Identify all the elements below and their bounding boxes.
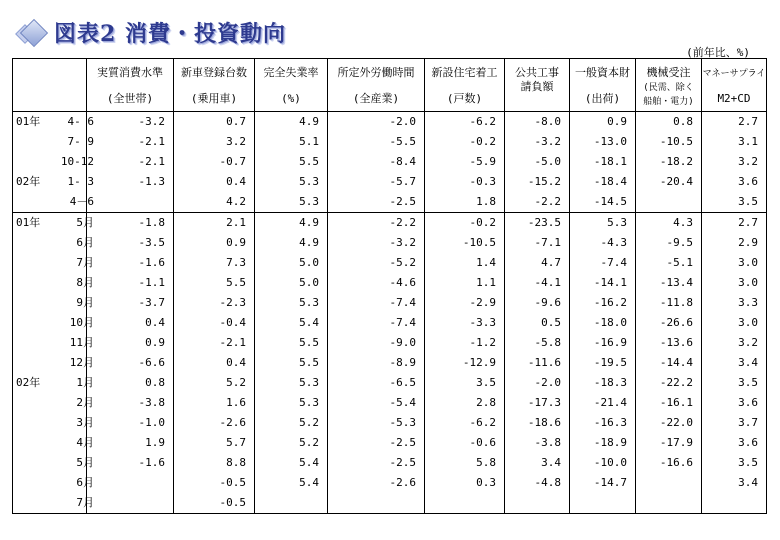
row-label [13, 293, 94, 313]
table-cell: -14.4 [636, 353, 702, 373]
table-cell [636, 473, 702, 493]
table-cell: 2.8 [425, 393, 505, 413]
table-cell: -5.7 [328, 172, 425, 192]
table-cell: -12.9 [425, 353, 505, 373]
table-cell: -2.2 [328, 213, 425, 234]
row-period: 6月 [76, 236, 94, 249]
row-period: 7月 [76, 256, 94, 269]
table-cell: -18.3 [570, 373, 636, 393]
header-column: 実質消費水準 (全世帯) [87, 59, 174, 112]
header-row [13, 59, 767, 112]
table-cell: -5.9 [425, 152, 505, 172]
table-cell: 5.7 [174, 433, 255, 453]
table-cell: -5.4 [328, 393, 425, 413]
row-period: 4－6 [69, 195, 94, 208]
table-cell: -9.5 [636, 233, 702, 253]
table-cell: -2.6 [174, 413, 255, 433]
row-period: 7月 [76, 496, 94, 509]
table-row [13, 132, 767, 152]
table-cell: 3.1 [702, 132, 767, 152]
header-column: 機械受注 (民需、除く 船舶・電力) [636, 59, 702, 112]
table-cell: -16.1 [636, 393, 702, 413]
table-cell: -14.1 [570, 273, 636, 293]
table-cell: -3.2 [87, 112, 174, 133]
table-cell: 3.4 [505, 453, 570, 473]
table-cell: 2.1 [174, 213, 255, 234]
row-period: 4月 [76, 436, 94, 449]
row-label [13, 473, 94, 493]
table-cell: 5.1 [255, 132, 328, 152]
table-cell: -11.6 [505, 353, 570, 373]
table-cell: 3.0 [702, 313, 767, 333]
table-cell: -0.7 [174, 152, 255, 172]
table-cell: 0.4 [174, 353, 255, 373]
table-cell: -6.6 [87, 353, 174, 373]
table-cell [87, 192, 174, 213]
row-label [13, 313, 94, 333]
table-cell: 5.2 [255, 433, 328, 453]
table-cell: -4.1 [505, 273, 570, 293]
unit-note: (前年比、%) [686, 46, 750, 59]
table-cell: -3.5 [87, 233, 174, 253]
table-cell: -0.2 [425, 132, 505, 152]
table-cell: -2.3 [174, 293, 255, 313]
table-row [13, 293, 767, 313]
table-cell: 5.4 [255, 453, 328, 473]
table-cell: -23.5 [505, 213, 570, 234]
row-period: 6月 [76, 476, 94, 489]
table-cell: -16.3 [570, 413, 636, 433]
table-cell: -0.6 [425, 433, 505, 453]
table-cell: 1.9 [87, 433, 174, 453]
row-year: 02年 [16, 175, 41, 188]
table-cell: -18.6 [505, 413, 570, 433]
table-cell: 3.6 [702, 393, 767, 413]
row-label [13, 453, 94, 473]
table-cell: 3.5 [702, 453, 767, 473]
table-cell: -5.1 [636, 253, 702, 273]
table-cell [570, 493, 636, 514]
table-cell: -10.0 [570, 453, 636, 473]
row-period: 12月 [69, 356, 94, 369]
table-cell: -7.4 [328, 293, 425, 313]
table-cell: -18.2 [636, 152, 702, 172]
table-cell: 0.7 [174, 112, 255, 133]
table-row [13, 433, 767, 453]
table-cell: 3.7 [702, 413, 767, 433]
table-cell: -3.7 [87, 293, 174, 313]
row-period: 5月 [76, 216, 94, 229]
row-year: 01年 [16, 115, 41, 128]
table-cell: -8.9 [328, 353, 425, 373]
table-cell: 3.5 [425, 373, 505, 393]
table-cell: 3.5 [702, 373, 767, 393]
table-cell: -10.5 [425, 233, 505, 253]
table-row [13, 112, 767, 133]
row-label [13, 333, 94, 353]
table-cell: -16.2 [570, 293, 636, 313]
table-cell: 1.1 [425, 273, 505, 293]
row-period: 1- 3 [67, 175, 94, 188]
table-cell: -1.3 [87, 172, 174, 192]
table-cell: 3.5 [702, 192, 767, 213]
row-label [13, 132, 94, 152]
header-column: マネーサプライ M2+CD [702, 59, 767, 112]
table-cell: -14.7 [570, 473, 636, 493]
table-cell: 3.0 [702, 253, 767, 273]
table-cell: 5.3 [255, 373, 328, 393]
table-cell: -5.0 [505, 152, 570, 172]
table-cell: 0.3 [425, 473, 505, 493]
table-cell: -21.4 [570, 393, 636, 413]
table-cell: 3.6 [702, 433, 767, 453]
table-row [13, 253, 767, 273]
row-year: 02年 [16, 376, 41, 389]
table-cell [505, 493, 570, 514]
table-cell: 0.8 [636, 112, 702, 133]
table-cell: 4.3 [636, 213, 702, 234]
table-cell: 5.8 [425, 453, 505, 473]
table-cell: -5.5 [328, 132, 425, 152]
table-cell: -0.5 [174, 473, 255, 493]
table-cell: 4.9 [255, 112, 328, 133]
table-row [13, 493, 767, 514]
table-cell: 4.9 [255, 213, 328, 234]
header-column: 所定外労働時間 (全産業) [328, 59, 425, 112]
table-row [13, 353, 767, 373]
table-cell: 1.4 [425, 253, 505, 273]
table-cell: 5.3 [255, 293, 328, 313]
table-cell: -3.3 [425, 313, 505, 333]
row-label [13, 253, 94, 273]
table-cell: 5.2 [255, 413, 328, 433]
table-cell: -2.5 [328, 192, 425, 213]
row-label [13, 413, 94, 433]
header-column: 公共工事 請負額 [505, 59, 570, 112]
row-label [13, 433, 94, 453]
table-cell: -16.6 [636, 453, 702, 473]
table-cell: 3.2 [702, 152, 767, 172]
table-cell: 5.4 [255, 473, 328, 493]
table-cell [636, 192, 702, 213]
row-period: 8月 [76, 276, 94, 289]
table-row [13, 453, 767, 473]
table-cell: 0.9 [174, 233, 255, 253]
table-cell: -6.2 [425, 112, 505, 133]
table-cell: -1.2 [425, 333, 505, 353]
table-cell [255, 493, 328, 514]
table-cell: -2.0 [328, 112, 425, 133]
table-row [13, 192, 767, 213]
table-cell: -3.8 [505, 433, 570, 453]
table-cell: 2.9 [702, 233, 767, 253]
table-cell: 3.4 [702, 353, 767, 373]
table-cell: -20.4 [636, 172, 702, 192]
table-cell: -0.5 [174, 493, 255, 514]
table-cell: 0.5 [505, 313, 570, 333]
row-period: 9月 [76, 296, 94, 309]
table-cell: 0.9 [570, 112, 636, 133]
table-cell: -8.0 [505, 112, 570, 133]
table-cell: -13.0 [570, 132, 636, 152]
table-row [13, 172, 767, 192]
table-cell: -5.2 [328, 253, 425, 273]
table-cell: 3.6 [702, 172, 767, 192]
table-cell: -4.3 [570, 233, 636, 253]
table-cell: -3.2 [328, 233, 425, 253]
title-bar [18, 14, 286, 50]
row-label [13, 192, 94, 213]
table-cell: 7.3 [174, 253, 255, 273]
table-cell: 5.2 [174, 373, 255, 393]
table-body [13, 112, 767, 514]
table-cell: -18.4 [570, 172, 636, 192]
table-cell: -1.8 [87, 213, 174, 234]
table-cell: -2.1 [174, 333, 255, 353]
table-cell: -3.8 [87, 393, 174, 413]
table-row [13, 313, 767, 333]
table-cell: -15.2 [505, 172, 570, 192]
table-cell: 4.2 [174, 192, 255, 213]
table-cell: 5.5 [255, 333, 328, 353]
table-cell: -2.6 [328, 473, 425, 493]
table-cell: -2.1 [87, 132, 174, 152]
table-cell: -18.0 [570, 313, 636, 333]
table-row [13, 373, 767, 393]
table-cell [328, 493, 425, 514]
table-cell: -2.5 [328, 453, 425, 473]
table-row [13, 233, 767, 253]
table-cell: -3.2 [505, 132, 570, 152]
table-cell: -5.8 [505, 333, 570, 353]
table-cell: 3.2 [174, 132, 255, 152]
row-year: 01年 [16, 216, 41, 229]
row-label [13, 493, 94, 514]
table-cell: 5.0 [255, 253, 328, 273]
table-cell [636, 493, 702, 514]
table-cell: -1.6 [87, 453, 174, 473]
table-cell: -4.8 [505, 473, 570, 493]
table-cell: 8.8 [174, 453, 255, 473]
table-cell: -1.6 [87, 253, 174, 273]
row-period: 2月 [76, 396, 94, 409]
table-cell: -18.1 [570, 152, 636, 172]
table-cell: 2.7 [702, 112, 767, 133]
table-cell: -13.4 [636, 273, 702, 293]
header-column: 新設住宅着工 (戸数) [425, 59, 505, 112]
table-cell: 1.8 [425, 192, 505, 213]
table-cell: 4.9 [255, 233, 328, 253]
table-row [13, 213, 767, 234]
table-cell: -17.9 [636, 433, 702, 453]
header-column: 一般資本財 (出荷) [570, 59, 636, 112]
table-cell [87, 473, 174, 493]
table-row [13, 393, 767, 413]
row-label [13, 353, 94, 373]
table-cell: -6.2 [425, 413, 505, 433]
table-cell: 3.3 [702, 293, 767, 313]
table-cell: -0.4 [174, 313, 255, 333]
table-row [13, 152, 767, 172]
table-cell: -7.4 [328, 313, 425, 333]
row-period: 10月 [69, 316, 94, 329]
table-cell: -4.6 [328, 273, 425, 293]
table-cell [702, 493, 767, 514]
row-label [13, 172, 94, 192]
table-cell: 5.0 [255, 273, 328, 293]
row-label [13, 213, 94, 234]
table-cell: -18.9 [570, 433, 636, 453]
table-cell: -5.3 [328, 413, 425, 433]
row-period: 10-12 [60, 155, 94, 168]
table-cell [87, 493, 174, 514]
table-cell: -16.9 [570, 333, 636, 353]
table-cell: -22.0 [636, 413, 702, 433]
table-cell: -9.6 [505, 293, 570, 313]
table-cell: 0.4 [174, 172, 255, 192]
table-cell: 1.6 [174, 393, 255, 413]
table-cell: 0.9 [87, 333, 174, 353]
table-cell: 5.3 [255, 172, 328, 192]
row-label [13, 393, 94, 413]
table-cell: -6.5 [328, 373, 425, 393]
page-title: 図表2 消費・投資動向 [54, 20, 286, 47]
table-cell: 3.0 [702, 273, 767, 293]
table-cell: -14.5 [570, 192, 636, 213]
table-row [13, 273, 767, 293]
table-cell [425, 493, 505, 514]
table-row [13, 413, 767, 433]
table-row [13, 473, 767, 493]
table-cell: 5.3 [570, 213, 636, 234]
row-label [13, 273, 94, 293]
table-cell: -11.8 [636, 293, 702, 313]
table-cell: -2.5 [328, 433, 425, 453]
table-cell: 5.5 [255, 353, 328, 373]
table-cell: 0.8 [87, 373, 174, 393]
table-cell: 3.4 [702, 473, 767, 493]
table-cell: 3.2 [702, 333, 767, 353]
table-cell: -0.2 [425, 213, 505, 234]
table-cell: -0.3 [425, 172, 505, 192]
table-cell: -2.0 [505, 373, 570, 393]
table-cell: -2.2 [505, 192, 570, 213]
row-period: 7- 9 [67, 135, 94, 148]
header-period [13, 59, 87, 112]
table-cell: -7.1 [505, 233, 570, 253]
row-period: 1月 [76, 376, 94, 389]
row-period: 3月 [76, 416, 94, 429]
table-cell: -26.6 [636, 313, 702, 333]
diamond-bullet-icon [18, 17, 48, 47]
table-cell: 5.5 [174, 273, 255, 293]
table-cell: 5.3 [255, 192, 328, 213]
row-label [13, 152, 94, 172]
row-period: 11月 [69, 336, 94, 349]
row-label [13, 373, 94, 393]
table-cell: 0.4 [87, 313, 174, 333]
table-cell: -10.5 [636, 132, 702, 152]
row-label [13, 233, 94, 253]
table-cell: -1.0 [87, 413, 174, 433]
header-column: 新車登録台数 (乗用車) [174, 59, 255, 112]
table-cell: -19.5 [570, 353, 636, 373]
table-cell: 5.3 [255, 393, 328, 413]
table-cell: 4.7 [505, 253, 570, 273]
table-cell: -7.4 [570, 253, 636, 273]
row-period: 4- 6 [67, 115, 94, 128]
table-cell: 5.5 [255, 152, 328, 172]
table-cell: -13.6 [636, 333, 702, 353]
table-cell: -2.1 [87, 152, 174, 172]
table-cell: -17.3 [505, 393, 570, 413]
table-cell: -1.1 [87, 273, 174, 293]
table-cell: -2.9 [425, 293, 505, 313]
table-cell: -22.2 [636, 373, 702, 393]
table-cell: -8.4 [328, 152, 425, 172]
table-row [13, 333, 767, 353]
row-period: 5月 [76, 456, 94, 469]
header-column: 完全失業率 (%) [255, 59, 328, 112]
row-label [13, 112, 94, 133]
table-cell: 2.7 [702, 213, 767, 234]
table-cell: 5.4 [255, 313, 328, 333]
consumption-investment-table [12, 58, 767, 514]
table-cell: -9.0 [328, 333, 425, 353]
